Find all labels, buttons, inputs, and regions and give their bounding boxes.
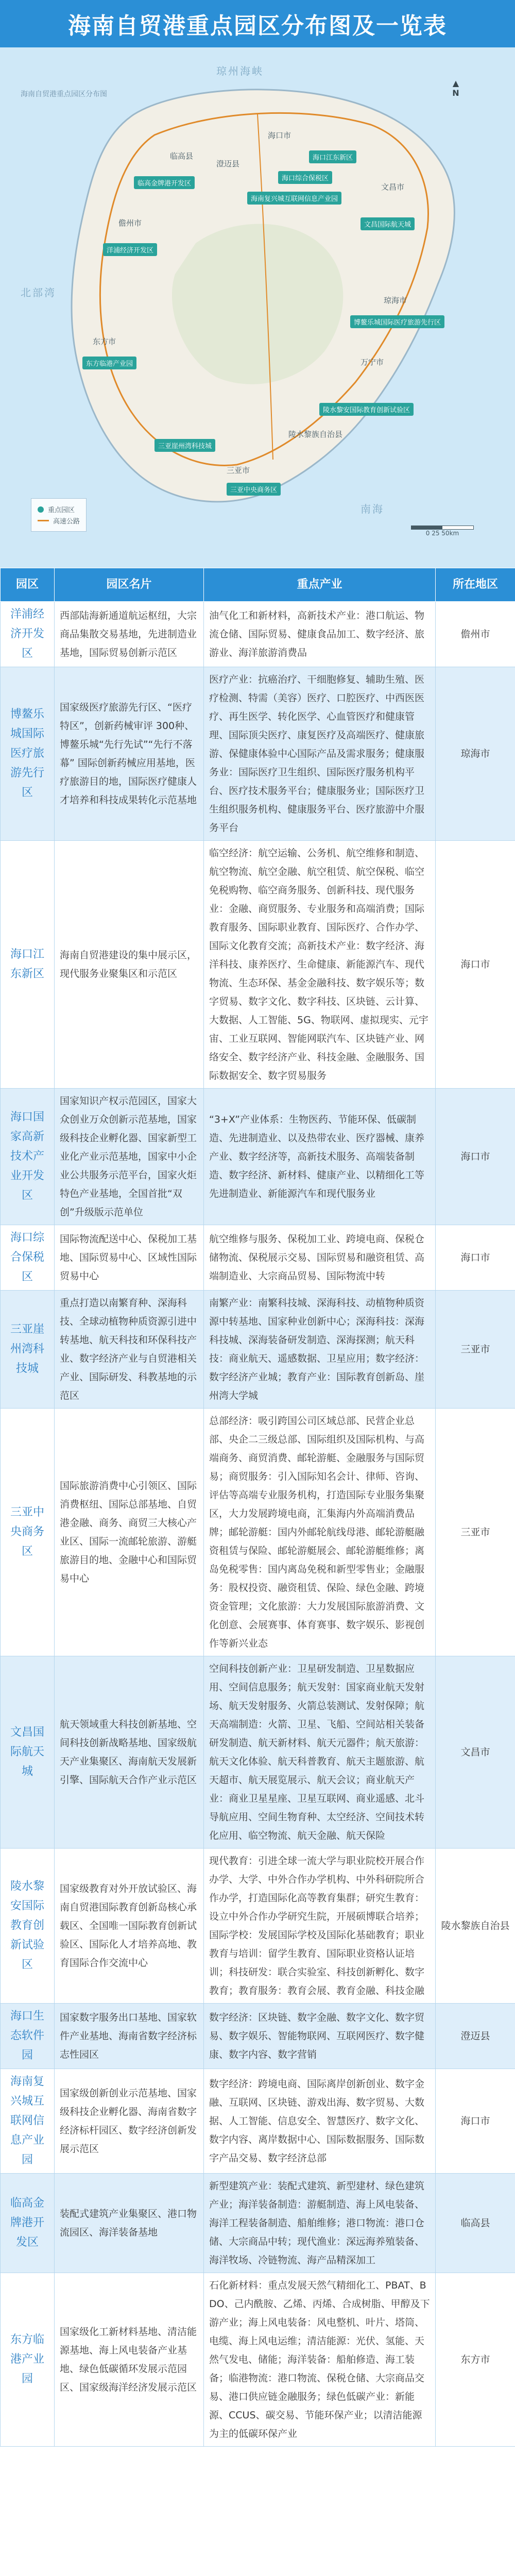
park-name-cell: 陵水黎安国际教育创新试验区 [1, 1849, 55, 2004]
city-label: 三亚市 [227, 466, 250, 475]
park-marker: 海口江东新区 [309, 150, 356, 163]
parks-table [0, 568, 515, 2447]
table-row [1, 2174, 515, 2273]
table-row [1, 667, 515, 841]
park-marker: 文昌国际航天城 [360, 217, 415, 230]
park-name-cell: 文昌国际航天城 [1, 1656, 55, 1849]
park-marker: 洋浦经济开发区 [103, 243, 157, 256]
city-label: 澄迈县 [216, 159, 240, 168]
map-caption: 海南自贸港重点园区分布图 [21, 90, 107, 98]
compass-label: N [452, 88, 459, 98]
park-industry-cell: “3+X”产业体系：生物医药、节能环保、低碳制造、先进制造业、以及热带农业、医疗器械、康养产业、数字经济等，高新技术服务、高端装备制造、数字经济、新材料、健康产业、以精细化工等先进制造业、新能源汽车和现代服务业 [204, 1089, 436, 1225]
header-card: 园区名片 [55, 568, 204, 602]
park-region-cell: 澄迈县 [436, 2004, 515, 2069]
park-name-cell: 临高金牌港开发区 [1, 2174, 55, 2273]
table-row [1, 2273, 515, 2447]
park-marker: 海南复兴城互联网信息产业园 [247, 192, 341, 205]
park-region-cell: 三亚市 [436, 1409, 515, 1656]
park-card-cell: 国家知识产权示范园区，国家大众创业万众创新示范基地，国家级科技企业孵化器、国家新型工业化产业示范基地，国家中小企业公共服务示范平台，国家火炬特色产业基地，全国首批“双创”升级版示范单位 [55, 1089, 204, 1225]
park-card-cell: 西部陆海新通道航运枢纽，大宗商品集散交易基地，先进制造业基地，国际贸易创新示范区 [55, 602, 204, 667]
table-row [1, 1656, 515, 1849]
park-industry-cell: 航空维修与服务、保税加工业、跨境电商、保税仓储物流、保税展示交易、国际贸易和融资租赁、高端制造业、大宗商品贸易、国际物流中转 [204, 1225, 436, 1291]
park-card-cell: 国家级化工新材料基地、清洁能源基地、海上风电装备产业基地、绿色低碳循环发展示范园区、国家级海洋经济发展示范区 [55, 2273, 204, 2447]
park-industry-cell: 现代教育：引进全球一流大学与职业院校开展合作办学、大学、中外合作办学机构、中外科研院所合作办学，打造国际化高等教育集群；研究生教育：设立中外合作办学研究生院，开展硕博联合培养；国际学校：发展国际学校及国际化基础教育；职业教育与培训：留学生教育、国际职业资格认证培训；科技研发：联合实验室、科技创新孵化、数字教育；教育服务：教育会展、教育金融、科技金融 [204, 1849, 436, 2004]
park-name-cell: 海口江东新区 [1, 841, 55, 1089]
park-industry-cell: 新型建筑产业：装配式建筑、新型建材、绿色建筑产业；海洋装备制造：游艇制造、海上风电装备、海洋工程装备制造、船舶维修；港口物流：港口仓储、大宗商品中转；现代渔业：深远海养殖装备、海洋牧场、冷链物流、海产品精深加工 [204, 2174, 436, 2273]
park-industry-cell: 南繁产业：南繁科技城、深海科技、动植物种质资源中转基地、国家种业创新中心；深海科技：深海科技城、深海装备研发制造、深海探测；航天科技：商业航天、遥感数据、卫星应用；数字经济：数字经济产业城；教育产业：国际教育创新岛、崖州湾大学城 [204, 1291, 436, 1409]
park-region-cell: 海口市 [436, 1089, 515, 1225]
parks-table-body [1, 602, 515, 2447]
park-industry-cell: 石化新材料：重点发展天然气精细化工、PBAT、BDO、己内酰胺、乙烯、丙烯、合成树脂、甲醇及下游产业；海上风电装备：风电整机、叶片、塔筒、电缆、海上风电运维；清洁能源：光伏、氢能、天然气发电、储能；海洋装备：船舶修造、海工装备；临港物流：港口物流、保税仓储、大宗商品交易、港口供应链金融服务；绿色低碳产业：新能源、CCUS、碳交易、节能环保产业；以清洁能源为主的低碳环保产业 [204, 2273, 436, 2447]
park-region-cell: 文昌市 [436, 1656, 515, 1849]
park-marker: 博鳌乐城国际医疗旅游先行区 [350, 315, 444, 328]
park-card-cell: 国际旅游消费中心引领区、国际消费枢纽、国际总部基地、自贸港金融、商务、商贸三大核心产业区、国际一流邮轮旅游、游艇旅游目的地、金融中心和国际贸易中心 [55, 1409, 204, 1656]
compass-north-icon: ▲ N [443, 78, 469, 98]
table-row [1, 1849, 515, 2004]
park-name-cell: 海口国家高新技术产业开发区 [1, 1089, 55, 1225]
park-name-cell: 海口生态软件园 [1, 2004, 55, 2069]
city-label: 东方市 [93, 337, 116, 346]
city-label: 海口市 [268, 131, 291, 140]
park-distribution-map [0, 47, 515, 568]
legend-park-label: 重点园区 [48, 506, 75, 514]
park-region-cell: 东方市 [436, 2273, 515, 2447]
park-card-cell: 重点打造以南繁育种、深海科技、全球动植物种质资源引进中转基地、航天科技和环保科技产业、数字经济产业与自贸港相关产业、国际研发、科教基地的示范区 [55, 1291, 204, 1409]
park-name-cell: 海南复兴城互联网信息产业园 [1, 2069, 55, 2174]
park-marker: 三亚中央商务区 [227, 483, 281, 496]
sea-label: 琼州海峡 [216, 65, 264, 77]
sea-label: 北部湾 [21, 286, 56, 299]
park-industry-cell: 数字经济：区块链、数字金融、数字文化、数字贸易、数字娱乐、智能物联网、互联网医疗、数字健康、数字内容、数字营销 [204, 2004, 436, 2069]
city-label: 万宁市 [360, 358, 384, 367]
table-row [1, 1291, 515, 1409]
city-label: 儋州市 [118, 218, 142, 228]
scale-bar [411, 526, 474, 537]
park-name-cell: 三亚中央商务区 [1, 1409, 55, 1656]
park-card-cell: 装配式建筑产业集聚区、港口物流园区、海洋装备基地 [55, 2174, 204, 2273]
page-title: 海南自贸港重点园区分布图及一览表 [0, 0, 515, 47]
park-card-cell: 国家级医疗旅游先行区、“医疗特区”，创新药械审评 300种、博鳌乐城“先行先试”“先行不落幕” 国际创新药械应用基地，医疗旅游目的地，国际医疗健康人才培养和科技成果转化示范基地 [55, 667, 204, 841]
park-region-cell: 海口市 [436, 1225, 515, 1291]
park-card-cell: 海南自贸港建设的集中展示区，现代服务业聚集区和示范区 [55, 841, 204, 1089]
park-card-cell: 国际物流配送中心、保税加工基地、国际贸易中心、区域性国际贸易中心 [55, 1225, 204, 1291]
park-card-cell: 国家级教育对外开放试验区、海南自贸港国际教育创新岛核心承载区、全国唯一国际教育创新试验区、国际化人才培养高地、教育国际合作交流中心 [55, 1849, 204, 2004]
park-card-cell: 航天领域重大科技创新基地、空间科技创新战略基地、国家级航天产业集聚区、海南航天发展新引擎、国际航天合作产业示范区 [55, 1656, 204, 1849]
park-industry-cell: 总部经济：吸引跨国公司区域总部、民营企业总部、央企二三级总部、国际组织及国际机构、与高端商务、商贸消费、邮轮游艇、金融服务与国际贸易；商贸服务：引入国际知名会计、律师、咨询、评估等高端专业服务机构，打造国际专业服务集聚区，大力发展跨境电商，汇集海内外高端消费品牌；邮轮游艇：国内外邮轮航线母港、邮轮游艇融资租赁与保险、邮轮游艇展会、邮轮游艇维修；离岛免税零售：国内离岛免税和新型零售业；金融服务：股权投资、融资租赁、保险、绿色金融、跨境资金管理；文化旅游：大力发展国际旅游消费、文化创意、会展赛事、体育赛事、数字娱乐、影视创作等新兴业态 [204, 1409, 436, 1656]
header-park: 园区 [1, 568, 55, 602]
park-marker: 东方临港产业园 [82, 357, 136, 369]
park-marker: 海口综合保税区 [278, 171, 332, 184]
park-region-cell: 三亚市 [436, 1291, 515, 1409]
header-industry: 重点产业 [204, 568, 436, 602]
table-row [1, 1225, 515, 1291]
table-row [1, 1409, 515, 1656]
park-region-cell: 海口市 [436, 841, 515, 1089]
park-name-cell: 博鳌乐城国际医疗旅游先行区 [1, 667, 55, 841]
scale-bar-graphic [411, 526, 474, 530]
sea-label: 南海 [360, 503, 384, 515]
park-card-cell: 国家数字服务出口基地、国家软件产业基地、海南省数字经济标志性园区 [55, 2004, 204, 2069]
table-row [1, 602, 515, 667]
park-dot-icon [38, 506, 44, 513]
park-industry-cell: 数字经济：跨境电商、国际离岸创新创业、数字金融、互联网、区块链、游戏出海、数字贸易、大数据、人工智能、信息安全、智慧医疗、数字文化、数字内容、离岸数据中心、国际数据服务、国际数字产品交易、数字经济总部 [204, 2069, 436, 2174]
park-region-cell: 儋州市 [436, 602, 515, 667]
park-marker: 三亚崖州湾科技城 [154, 439, 215, 452]
park-region-cell: 陵水黎族自治县 [436, 1849, 515, 2004]
park-region-cell: 琼海市 [436, 667, 515, 841]
road-line-icon [38, 520, 49, 521]
park-industry-cell: 临空经济：航空运输、公务机、航空维修和制造、航空物流、航空金融、航空租赁、航空保税、临空免税购物、临空商务服务、创新科技、现代服务业：金融、商贸服务、专业服务和高端消费；国际教育服务、国际职业教育、国际医疗、合作办学、国际文化教育交流；高新技术产业：数字经济、海洋科技、康养医疗、生命健康、新能源汽车、现代物流、生态环保、基金金融科技、数字娱乐等；数字贸易、数字文化、数字科技、区块链、云计算、大数据、人工智能、5G、物联网、虚拟现实、元宇宙、工业互联网、智能网联汽车、区块链产业、网络安全、数字经济产业、科技金融、金融服务、国际数据安全、数字贸易服务 [204, 841, 436, 1089]
city-label: 陵水黎族自治县 [288, 430, 343, 439]
city-label: 临高县 [170, 151, 194, 161]
scale-bar-label: 0 25 50km [425, 530, 459, 537]
table-row [1, 2069, 515, 2174]
park-marker: 临高金牌港开发区 [134, 176, 195, 189]
park-industry-cell: 空间科技创新产业：卫星研发制造、卫星数据应用、空间信息服务；航天发射：国家商业航天发射场、航天发射服务、火箭总装测试、发射保障；航天高端制造：火箭、卫星、飞船、空间站相关装备研发制造、航天新材料、航天元器件；航天旅游：航天文化体验、航天科普教育、航天主题旅游、航天超市、航天展览展示、航天会议；商业航天产业：商业卫星星座、卫星互联网、商业遥感、北斗导航应用、空间生物育种、太空经济、空间技术转化应用、临空物流、航天金融、航天保险 [204, 1656, 436, 1849]
park-name-cell: 三亚崖州湾科技城 [1, 1291, 55, 1409]
park-industry-cell: 医疗产业：抗癌治疗、干细胞修复、辅助生殖、医疗检测、特需（美容）医疗、口腔医疗、中西医医疗、再生医学、转化医学、心血管医疗和健康管理、国际顶尖医疗、康复医疗及高端医疗、健康旅游、保健康体验中心国际产品及需求服务；健康服务业：国际医疗卫生组织、国际医疗服务机构平台、医疗技术服务平台；健康服务业；国际医疗卫生组织服务机构、健康服务平台、医疗旅游中介服务平台 [204, 667, 436, 841]
park-region-cell: 临高县 [436, 2174, 515, 2273]
park-name-cell: 东方临港产业园 [1, 2273, 55, 2447]
park-name-cell: 洋浦经济开发区 [1, 602, 55, 667]
table-header-row [1, 568, 515, 602]
city-label: 文昌市 [381, 182, 405, 192]
map-legend [31, 498, 87, 532]
table-row [1, 1089, 515, 1225]
legend-road-label: 高速公路 [53, 518, 80, 526]
table-row [1, 2004, 515, 2069]
park-region-cell: 海口市 [436, 2069, 515, 2174]
table-row [1, 841, 515, 1089]
park-industry-cell: 油气化工和新材料，高新技术产业：港口航运、物流仓储、国际贸易、健康食品加工、数字经济、旅游业、海洋旅游消费品 [204, 602, 436, 667]
city-label: 琼海市 [384, 296, 407, 305]
park-marker: 陵水黎安国际教育创新试验区 [319, 403, 414, 416]
header-region: 所在地区 [436, 568, 515, 602]
park-name-cell: 海口综合保税区 [1, 1225, 55, 1291]
park-card-cell: 国家级创新创业示范基地、国家级科技企业孵化器、海南省数字经济标杆园区、数字经济创新发展示范区 [55, 2069, 204, 2174]
